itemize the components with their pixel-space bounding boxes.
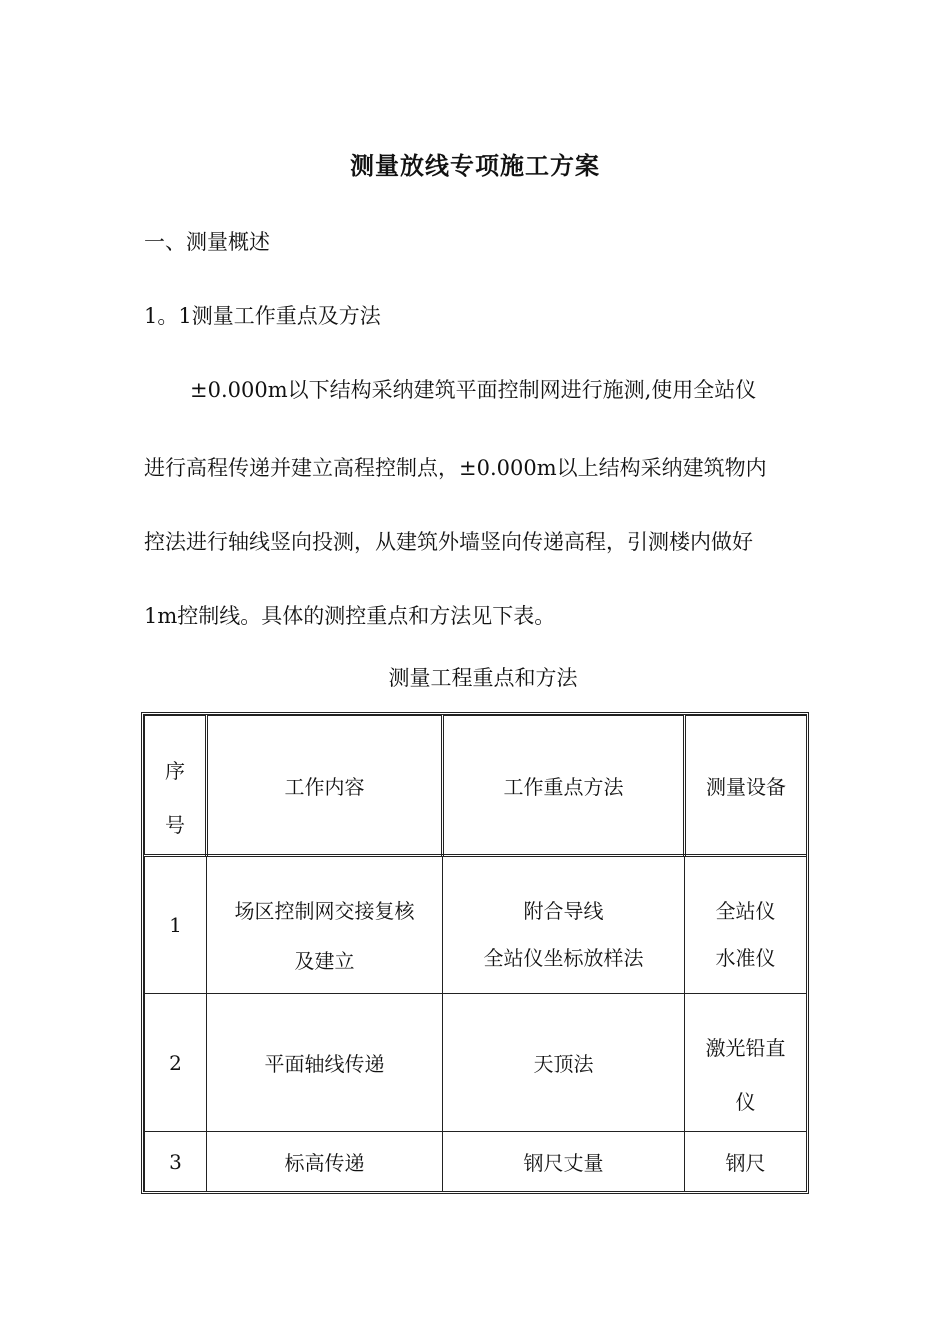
paragraph-line-4: 1m控制线。具体的测控重点和方法见下表。 [144,604,556,628]
cell-content: 平面轴线传递 [207,994,443,1132]
cell-method-line1: 附合导线 [523,898,604,923]
cell-equipment-line1: 全站仪 [715,898,776,923]
paragraph-line-2: 进行高程传递并建立高程控制点，±0.000m以上结构采纳建筑物内 [144,456,767,480]
cell-content-line1: 场区控制网交接复核 [234,898,415,923]
cell-seq: 3 [145,1132,207,1192]
cell-method: 天顶法 [443,994,685,1132]
cell-method: 钢尺丈量 [443,1132,685,1192]
paragraph-line-3: 控法进行轴线竖向投测，从建筑外墙竖向传递高程，引测楼内做好 [144,530,753,554]
cell-equipment-line2: 水准仪 [715,945,776,970]
cell-equipment-line1: 激光铅直 [705,1036,786,1060]
paragraph-line-1: ±0.000m以下结构采纳建筑平面控制网进行施测,使用全站仪 [190,378,757,402]
section-heading-1: 一、测量概述 [144,230,270,254]
table-row [145,856,807,994]
header-seq-line2: 号 [165,812,185,837]
document-title: 测量放线专项施工方案 [350,151,600,180]
cell-content: 标高传递 [207,1132,443,1192]
cell-equipment [685,856,807,994]
cell-method [443,856,685,994]
cell-equipment [685,994,807,1132]
header-content: 工作内容 [207,716,443,856]
cell-equipment-line2: 仪 [735,1090,756,1114]
header-seq-line1: 序 [165,758,185,783]
section-heading-1-1: 1。1测量工作重点及方法 [144,304,381,328]
header-equipment: 测量设备 [685,716,807,856]
table-row [145,994,807,1132]
table-row [145,1132,807,1192]
header-method: 工作重点方法 [443,716,685,856]
cell-seq: 1 [145,856,207,994]
methods-table [141,712,809,1194]
cell-method-line2: 全站仪坐标放样法 [483,945,644,970]
cell-content [207,856,443,994]
cell-seq: 2 [145,994,207,1132]
header-seq [145,716,207,856]
cell-equipment: 钢尺 [685,1132,807,1192]
table-caption: 测量工程重点和方法 [388,666,578,690]
cell-content-line2: 及建立 [294,948,355,973]
table-header-row [145,716,807,856]
